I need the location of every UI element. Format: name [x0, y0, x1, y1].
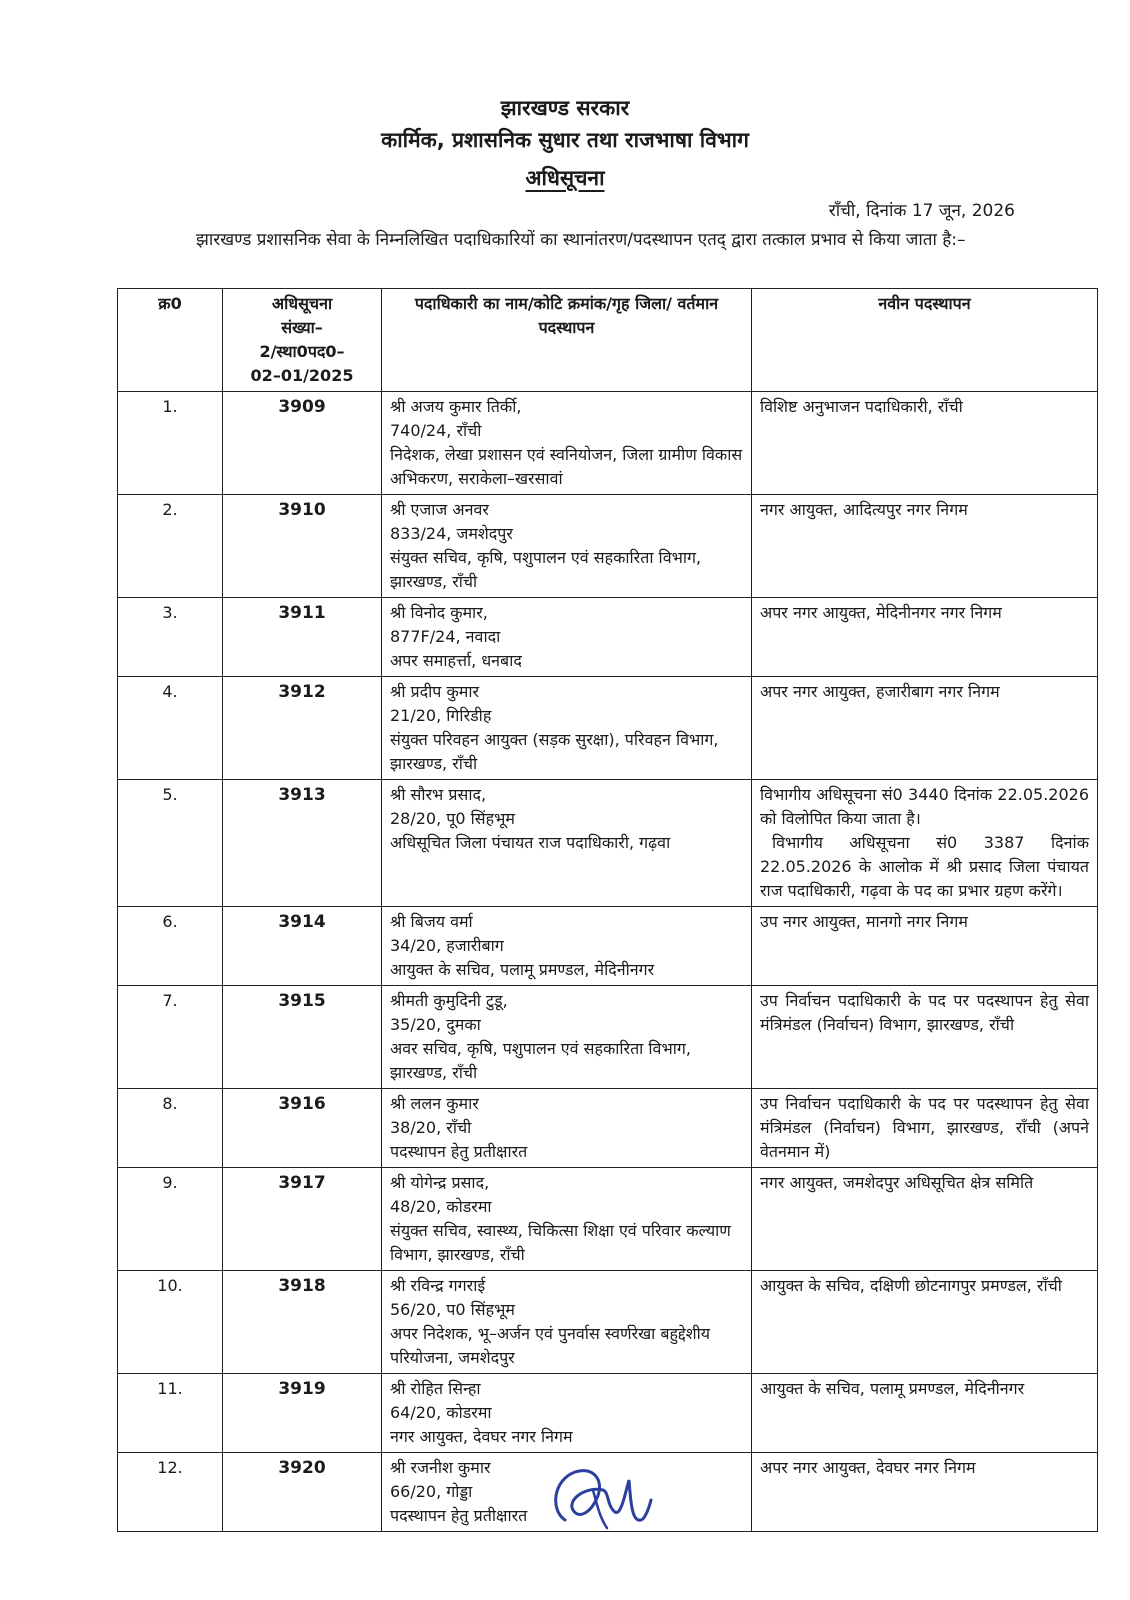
posting-detail-line: उप नगर आयुक्त, मानगो नगर निगम: [760, 912, 968, 931]
cell-new-posting: [752, 986, 1098, 1089]
posting-detail-line: विशिष्ट अनुभाजन पदाधिकारी, राँची: [760, 397, 963, 416]
officer-detail-line: श्री विनोद कुमार,: [390, 603, 488, 622]
header-new-posting: नवीन पदस्थापन: [752, 289, 1098, 392]
cell-serial: 12.: [118, 1453, 223, 1532]
header-notification: [223, 289, 382, 392]
transfer-table: [117, 288, 1098, 1532]
cell-serial: 1.: [118, 392, 223, 495]
cell-officer: [382, 598, 752, 677]
header-officer: पदाधिकारी का नाम/कोटि क्रमांक/गृह जिला/ वर्तमान पदस्थापन: [382, 289, 752, 392]
cell-serial: 11.: [118, 1374, 223, 1453]
officer-detail-line: अपर समाहर्त्ता, धनबाद: [390, 651, 522, 670]
header-notification-line: संख्या–: [281, 318, 323, 337]
posting-detail-line: अपर नगर आयुक्त, मेदिनीनगर नगर निगम: [760, 603, 1002, 622]
cell-officer: [382, 1089, 752, 1168]
table-row: [118, 907, 1098, 986]
cell-new-posting: [752, 780, 1098, 907]
cell-new-posting: [752, 1374, 1098, 1453]
officer-detail-line: अधिसूचित जिला पंचायत राज पदाधिकारी, गढ़वा: [390, 833, 671, 852]
posting-detail-line: अपर नगर आयुक्त, हजारीबाग नगर निगम: [760, 682, 1000, 701]
cell-notification-number: 3914: [223, 907, 382, 986]
cell-serial: 5.: [118, 780, 223, 907]
signature-stroke: [556, 1471, 651, 1521]
document-type: [0, 164, 1130, 192]
cell-notification-number: 3919: [223, 1374, 382, 1453]
cell-officer: [382, 907, 752, 986]
table-row: [118, 495, 1098, 598]
cell-officer: [382, 677, 752, 780]
cell-new-posting: [752, 907, 1098, 986]
government-title: झारखण्ड सरकार: [500, 96, 630, 120]
officer-detail-line: 740/24, राँची: [390, 421, 482, 440]
signature: [545, 1450, 655, 1535]
cell-notification-number: 3918: [223, 1271, 382, 1374]
posting-detail-line: उप निर्वाचन पदाधिकारी के पद पर पदस्थापन हेतु सेवा मंत्रिमंडल (निर्वाचन) विभाग, झारखण्ड, राँची: [760, 991, 1089, 1034]
officer-detail-line: 35/20, दुमका: [390, 1015, 481, 1034]
table-row: [118, 677, 1098, 780]
officer-detail-line: श्री सौरभ प्रसाद,: [390, 785, 487, 804]
table-row: [118, 1374, 1098, 1453]
cell-notification-number: 3912: [223, 677, 382, 780]
officer-detail-line: संयुक्त परिवहन आयुक्त (सड़क सुरक्षा), परिवहन विभाग, झारखण्ड, राँची: [390, 730, 719, 773]
officer-detail-line: 64/20, कोडरमा: [390, 1403, 492, 1422]
officer-detail-line: संयुक्त सचिव, कृषि, पशुपालन एवं सहकारिता विभाग, झारखण्ड, राँची: [390, 548, 702, 591]
officer-detail-line: 833/24, जमशेदपुर: [390, 524, 513, 543]
posting-detail-line: विभागीय अधिसूचना सं0 3387 दिनांक 22.05.2026 के आलोक में श्री प्रसाद जिला पंचायत राज पदाधिकारी, गढ़वा के पद का प्रभार ग्रहण करेंगे।: [760, 833, 1089, 900]
cell-notification-number: 3909: [223, 392, 382, 495]
table-row: [118, 1168, 1098, 1271]
cell-serial: 4.: [118, 677, 223, 780]
officer-detail-line: आयुक्त के सचिव, पलामू प्रमण्डल, मेदिनीनगर: [390, 960, 655, 979]
cell-new-posting: [752, 1453, 1098, 1532]
cell-notification-number: 3913: [223, 780, 382, 907]
cell-officer: [382, 986, 752, 1089]
cell-serial: 7.: [118, 986, 223, 1089]
officer-detail-line: पदस्थापन हेतु प्रतीक्षारत: [390, 1506, 528, 1525]
officer-detail-line: पदस्थापन हेतु प्रतीक्षारत: [390, 1142, 528, 1161]
table-row: [118, 1271, 1098, 1374]
officer-detail-line: श्री बिजय वर्मा: [390, 912, 473, 931]
officer-detail-line: 34/20, हजारीबाग: [390, 936, 504, 955]
cell-new-posting: [752, 598, 1098, 677]
officer-detail-line: 28/20, पू0 सिंहभूम: [390, 809, 515, 828]
posting-detail-line: आयुक्त के सचिव, दक्षिणी छोटनागपुर प्रमण्डल, राँची: [760, 1276, 1062, 1295]
header-notification-line: 02–01/2025: [250, 366, 354, 385]
posting-detail-line: विभागीय अधिसूचना सं0 3440 दिनांक 22.05.2026 को विलोपित किया जाता है।: [760, 785, 1089, 828]
officer-detail-line: 38/20, राँची: [390, 1118, 472, 1137]
cell-officer: [382, 780, 752, 907]
cell-new-posting: [752, 1168, 1098, 1271]
department-title: कार्मिक, प्रशासनिक सुधार तथा राजभाषा विभाग: [381, 128, 749, 152]
cell-officer: [382, 1168, 752, 1271]
officer-detail-line: श्री रजनीश कुमार: [390, 1458, 491, 1477]
officer-detail-line: श्री प्रदीप कुमार: [390, 682, 480, 701]
cell-officer: [382, 495, 752, 598]
cell-notification-number: 3917: [223, 1168, 382, 1271]
cell-serial: 2.: [118, 495, 223, 598]
cell-new-posting: [752, 495, 1098, 598]
officer-detail-line: 877F/24, नवादा: [390, 627, 501, 646]
posting-detail-line: नगर आयुक्त, जमशेदपुर अधिसूचित क्षेत्र समिति: [760, 1173, 1034, 1192]
table-row: [118, 986, 1098, 1089]
officer-detail-line: श्रीमती कुमुदिनी टुडू,: [390, 991, 508, 1010]
cell-notification-number: 3920: [223, 1453, 382, 1532]
officer-detail-line: श्री अजय कुमार तिर्की,: [390, 397, 522, 416]
cell-new-posting: [752, 677, 1098, 780]
officer-detail-line: 48/20, कोडरमा: [390, 1197, 492, 1216]
officer-detail-line: संयुक्त सचिव, स्वास्थ्य, चिकित्सा शिक्षा एवं परिवार कल्याण विभाग, झारखण्ड, राँची: [390, 1221, 731, 1264]
officer-detail-line: श्री योगेन्द्र प्रसाद,: [390, 1173, 490, 1192]
cell-notification-number: 3911: [223, 598, 382, 677]
cell-new-posting: [752, 1271, 1098, 1374]
officer-detail-line: श्री रोहित सिन्हा: [390, 1379, 481, 1398]
posting-detail-line: आयुक्त के सचिव, पलामू प्रमण्डल, मेदिनीनगर: [760, 1379, 1025, 1398]
table-row: [118, 598, 1098, 677]
officer-detail-line: श्री रविन्द्र गगराई: [390, 1276, 486, 1295]
posting-detail-line: नगर आयुक्त, आदित्यपुर नगर निगम: [760, 500, 968, 519]
header-notification-line: 2/स्था0पद0–: [259, 342, 345, 361]
cell-officer: [382, 1271, 752, 1374]
cell-serial: 3.: [118, 598, 223, 677]
officer-detail-line: अवर सचिव, कृषि, पशुपालन एवं सहकारिता विभाग, झारखण्ड, राँची: [390, 1039, 691, 1082]
officer-detail-line: नगर आयुक्त, देवघर नगर निगम: [390, 1427, 573, 1446]
header-notification-line: अधिसूचना: [271, 294, 333, 313]
posting-detail-line: उप निर्वाचन पदाधिकारी के पद पर पदस्थापन हेतु सेवा मंत्रिमंडल (निर्वाचन) विभाग, झारखण्ड, राँची (अपने वेतनमान में): [760, 1094, 1089, 1161]
posting-detail-line: अपर नगर आयुक्त, देवघर नगर निगम: [760, 1458, 976, 1477]
cell-officer: [382, 1374, 752, 1453]
table-row: [118, 1089, 1098, 1168]
cell-notification-number: 3910: [223, 495, 382, 598]
officer-detail-line: अपर निदेशक, भू–अर्जन एवं पुनर्वास स्वर्णरेखा बहुद्देशीय परियोजना, जमशेदपुर: [390, 1324, 711, 1367]
cell-new-posting: [752, 392, 1098, 495]
table-row: [118, 392, 1098, 495]
cell-notification-number: 3915: [223, 986, 382, 1089]
officer-detail-line: श्री ललन कुमार: [390, 1094, 479, 1113]
cell-new-posting: [752, 1089, 1098, 1168]
officer-detail-line: निदेशक, लेखा प्रशासन एवं स्वनियोजन, जिला ग्रामीण विकास अभिकरण, सराकेला–खरसावां: [390, 445, 743, 488]
cell-serial: 6.: [118, 907, 223, 986]
officer-detail-line: 66/20, गोड्डा: [390, 1482, 473, 1501]
cell-serial: 9.: [118, 1168, 223, 1271]
table-body: [118, 392, 1098, 1532]
dateline: राँची, दिनांक 17 जून, 2026: [828, 201, 1015, 221]
cell-notification-number: 3916: [223, 1089, 382, 1168]
table-header-row: [118, 289, 1098, 392]
signature-stroke: [593, 1490, 607, 1528]
officer-detail-line: 56/20, प0 सिंहभूम: [390, 1300, 515, 1319]
officer-detail-line: 21/20, गिरिडीह: [390, 706, 492, 725]
table-row: [118, 780, 1098, 907]
cell-serial: 8.: [118, 1089, 223, 1168]
officer-detail-line: श्री एजाज अनवर: [390, 500, 489, 519]
header-serial: क्र0: [118, 289, 223, 392]
cell-serial: 10.: [118, 1271, 223, 1374]
intro-paragraph: झारखण्ड प्रशासनिक सेवा के निम्नलिखित पदाधिकारियों का स्थानांतरण/पदस्थापन एतद् द्वारा तत्काल प्रभाव से किया जाता है:–: [196, 230, 966, 250]
cell-officer: [382, 392, 752, 495]
document-type-label: अधिसूचना: [525, 166, 605, 190]
